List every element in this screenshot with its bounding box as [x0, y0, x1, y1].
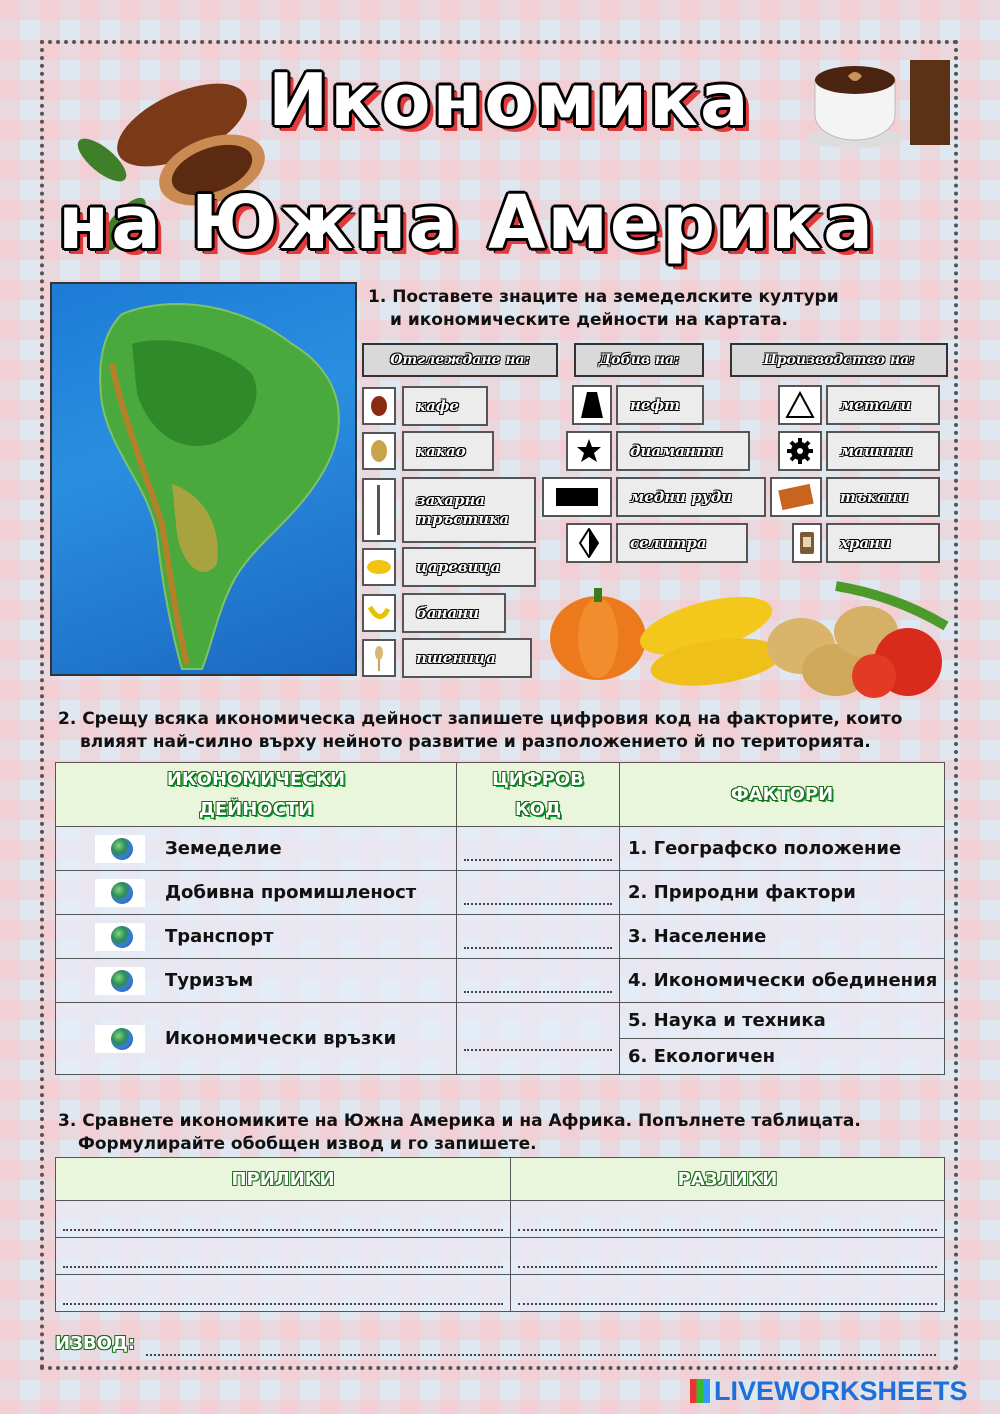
factor-3: 3. Население — [620, 915, 945, 959]
conclusion-input[interactable] — [146, 1354, 936, 1356]
textiles-icon[interactable] — [770, 477, 822, 517]
difference-input-1[interactable] — [511, 1201, 945, 1238]
activity-agriculture: Земеделие — [165, 837, 282, 859]
factor-1: 1. Географско положение — [620, 827, 945, 871]
oil-icon[interactable] — [572, 385, 612, 425]
activity-tourism: Туризъм — [165, 969, 254, 991]
label-coffee: кафе — [402, 386, 488, 426]
vegetables-image — [536, 566, 950, 700]
label-banana: банани — [402, 593, 506, 633]
table-row — [56, 1238, 945, 1275]
task2-instruction-line1: 2. Срещу всяка икономическа дейност запишете цифровия код на факторите, които — [58, 709, 903, 729]
title-line-2: на Южна Америка — [58, 180, 876, 266]
label-diamonds: диаманти — [616, 431, 750, 471]
table-row — [56, 959, 945, 1003]
globe-icon — [95, 1025, 145, 1053]
liveworksheets-logo — [690, 1376, 968, 1407]
code-input-mining[interactable] — [457, 871, 620, 915]
label-metals: метали — [826, 385, 940, 425]
label-cocoa: какао — [402, 431, 494, 471]
label-food: храни — [826, 523, 940, 563]
col-header-differences: РАЗЛИКИ — [511, 1158, 945, 1201]
label-wheat: пшеница — [402, 638, 532, 678]
label-machinery: машини — [826, 431, 940, 471]
globe-icon — [95, 835, 145, 863]
factor-4: 4. Икономически обединения — [620, 959, 945, 1003]
cocoa-icon[interactable] — [362, 432, 396, 470]
similarity-input-3[interactable] — [56, 1275, 511, 1312]
coffee-image — [800, 50, 950, 150]
table-row — [56, 1003, 945, 1039]
banana-icon[interactable] — [362, 594, 396, 632]
factor-5: 5. Наука и техника — [620, 1003, 945, 1039]
corn-icon[interactable] — [362, 548, 396, 586]
code-input-agriculture[interactable] — [457, 827, 620, 871]
globe-icon — [95, 967, 145, 995]
code-input-economic-ties[interactable] — [457, 1003, 620, 1075]
header-production: Производство на: — [730, 343, 948, 377]
food-icon[interactable] — [792, 523, 822, 563]
difference-input-2[interactable] — [511, 1238, 945, 1275]
col-header-activities: ИКОНОМИЧЕСКИ ДЕЙНОСТИ — [56, 763, 457, 827]
task1-instruction-line1: 1. Поставете знаците на земеделските култури — [368, 287, 839, 307]
machinery-icon[interactable] — [778, 431, 822, 471]
label-textiles: тъкани — [826, 477, 940, 517]
activity-mining: Добивна промишленост — [165, 881, 417, 903]
copper-ore-icon[interactable] — [542, 477, 612, 517]
activity-economic-ties: Икономически връзки — [165, 1027, 397, 1049]
globe-icon — [95, 879, 145, 907]
table-row — [56, 1275, 945, 1312]
label-copper-ore: медни руди — [616, 477, 766, 517]
globe-icon — [95, 923, 145, 951]
col-header-similarities: ПРИЛИКИ — [56, 1158, 511, 1201]
col-header-factors: ФАКТОРИ — [620, 763, 945, 827]
coffee-icon[interactable] — [362, 387, 396, 425]
label-sugarcane: захарна тръстика — [402, 477, 536, 543]
code-input-transport[interactable] — [457, 915, 620, 959]
sugarcane-icon[interactable] — [362, 478, 396, 542]
similarity-input-1[interactable] — [56, 1201, 511, 1238]
code-input-tourism[interactable] — [457, 959, 620, 1003]
south-america-map — [50, 282, 357, 676]
diamond-icon[interactable] — [566, 431, 612, 471]
comparison-table — [55, 1157, 945, 1312]
activity-transport: Транспорт — [165, 925, 274, 947]
task3-instruction-line2: Формулирайте обобщен извод и го запишете. — [78, 1134, 537, 1154]
table-row — [56, 871, 945, 915]
label-saltpeter: селитра — [616, 523, 748, 563]
table-row — [56, 1201, 945, 1238]
title-line-1: Икономика — [268, 58, 751, 142]
label-oil: нефт — [616, 385, 704, 425]
liveworksheets-text: LIVEWORKSHEETS — [714, 1376, 968, 1406]
task1-instruction-line2: и икономическите дейности на картата. — [390, 310, 788, 330]
difference-input-3[interactable] — [511, 1275, 945, 1312]
factors-table — [55, 762, 945, 1075]
table-row — [56, 827, 945, 871]
task3-instruction-line1: 3. Сравнете икономиките на Южна Америка и на Африка. Попълнете таблицата. — [58, 1111, 861, 1131]
header-cultivation: Отглеждане на: — [362, 343, 558, 377]
wheat-icon[interactable] — [362, 639, 396, 677]
liveworksheets-icon — [690, 1379, 710, 1403]
col-header-code: ЦИФРОВ КОД — [457, 763, 620, 827]
metals-icon[interactable] — [778, 385, 822, 425]
saltpeter-icon[interactable] — [566, 523, 612, 563]
conclusion-label: ИЗВОД: — [55, 1333, 136, 1354]
factor-2: 2. Природни фактори — [620, 871, 945, 915]
similarity-input-2[interactable] — [56, 1238, 511, 1275]
table-row — [56, 915, 945, 959]
task2-instruction-line2: влияят най-силно върху нейното развитие и разположението й по територията. — [80, 732, 871, 752]
factor-6: 6. Екологичен — [620, 1039, 945, 1075]
header-mining: Добив на: — [574, 343, 704, 377]
label-corn: царевица — [402, 547, 536, 587]
